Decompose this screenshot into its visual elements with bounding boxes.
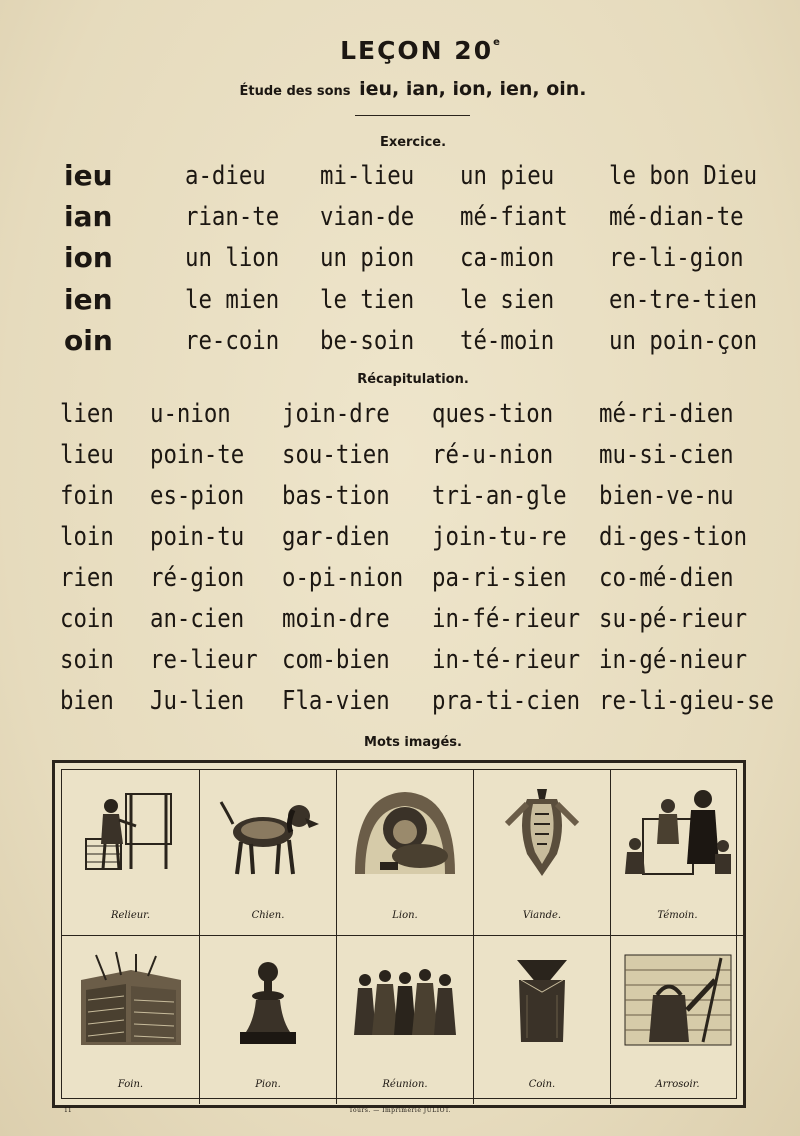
- mots-images-heading-text: Mots imagés.: [364, 735, 462, 750]
- word: tri-an-gle: [432, 481, 567, 511]
- word: in-gé-nieur: [599, 645, 748, 675]
- word: rian-te: [185, 202, 280, 232]
- picture-cell: [62, 770, 200, 936]
- word: ca-mion: [460, 243, 555, 273]
- picture-caption: Viande.: [522, 910, 562, 921]
- recap-row: [0, 602, 800, 644]
- word: poin-tu: [150, 522, 245, 552]
- word: com-bien: [282, 645, 390, 675]
- picture-cell: [474, 770, 611, 936]
- word: ques-tion: [432, 399, 554, 429]
- word: lieu: [60, 440, 114, 470]
- word: re-lieur: [150, 645, 258, 675]
- gathering-icon: [350, 950, 460, 1045]
- word: vian-de: [320, 202, 415, 232]
- word: o-pi-nion: [282, 563, 404, 593]
- exercice-row: [0, 283, 800, 325]
- word: en-tre-tien: [609, 285, 758, 315]
- word: rien: [60, 563, 114, 593]
- word: mé-ri-dien: [599, 399, 734, 429]
- lion-icon: [350, 784, 460, 879]
- picture-caption: Arrosoir.: [655, 1079, 700, 1090]
- word: join-tu-re: [432, 522, 567, 552]
- word: di-ges-tion: [599, 522, 748, 552]
- exercice-heading: Exercice.: [379, 135, 447, 150]
- subtitle-prefix: Étude des sons: [239, 84, 351, 99]
- picture-caption: Pion.: [255, 1079, 281, 1090]
- word: loin: [60, 522, 114, 552]
- picture-cell: [200, 936, 337, 1104]
- word: in-fé-rieur: [432, 604, 581, 634]
- lesson-title-text: LEÇON 20: [340, 36, 494, 65]
- word: es-pion: [150, 481, 245, 511]
- word: be-soin: [320, 326, 415, 356]
- picture-cell: [611, 936, 744, 1104]
- word: un lion: [185, 243, 280, 273]
- hay-icon: [76, 950, 186, 1050]
- recap-row: [0, 438, 800, 480]
- word: bas-tion: [282, 481, 390, 511]
- mots-images-heading: [0, 735, 800, 750]
- bookbinder-icon: [81, 784, 181, 874]
- picture-caption: Foin.: [117, 1079, 144, 1090]
- word: ré-u-nion: [432, 440, 554, 470]
- word: ré-gion: [150, 563, 245, 593]
- picture-caption: Chien.: [251, 910, 285, 921]
- picture-grid: [52, 760, 746, 1108]
- word: le mien: [185, 285, 280, 315]
- word: mé-dian-te: [609, 202, 744, 232]
- exercice-row: [0, 324, 800, 366]
- word: bien-ve-nu: [599, 481, 734, 511]
- word: mu-si-cien: [599, 440, 734, 470]
- word: bien: [60, 686, 114, 716]
- picture-cell: [200, 770, 337, 936]
- word: Fla-vien: [282, 686, 390, 716]
- picture-cell: [474, 936, 611, 1104]
- word: poin-te: [150, 440, 245, 470]
- word: an-cien: [150, 604, 245, 634]
- sound-label: ion: [64, 241, 113, 274]
- word: pra-ti-cien: [432, 686, 581, 716]
- sound-label: ieu: [64, 159, 113, 192]
- witness-icon: [623, 784, 733, 879]
- pawn-icon: [228, 950, 308, 1050]
- page-number: 11: [64, 1107, 72, 1114]
- wedge-icon: [507, 950, 577, 1050]
- word: co-mé-dien: [599, 563, 734, 593]
- word: té-moin: [460, 326, 555, 356]
- word: coin: [60, 604, 114, 634]
- watering-can-icon: [623, 950, 733, 1050]
- word: mi-lieu: [320, 161, 415, 191]
- picture-cell: [337, 936, 474, 1104]
- sound-label: ien: [64, 283, 113, 316]
- word: re-coin: [185, 326, 280, 356]
- picture-caption: Réunion.: [382, 1079, 428, 1090]
- exercice-row: [0, 159, 800, 201]
- word: mé-fiant: [460, 202, 568, 232]
- picture-grid-inner: [61, 769, 737, 1099]
- word: re-li-gion: [609, 243, 744, 273]
- exercice-row: [0, 200, 800, 242]
- sound-label: ian: [64, 200, 113, 233]
- sound-label: oin: [64, 324, 113, 357]
- word: un poin-çon: [609, 326, 758, 356]
- recap-row: [0, 520, 800, 562]
- word: le sien: [460, 285, 555, 315]
- word: foin: [60, 481, 114, 511]
- picture-cell: [62, 936, 200, 1104]
- picture-caption: Coin.: [528, 1079, 556, 1090]
- picture-cell: [611, 770, 744, 936]
- word: un pieu: [460, 161, 555, 191]
- picture-caption: Relieur.: [110, 910, 151, 921]
- lesson-title-suffix: e: [493, 37, 500, 48]
- ornamental-rule: [355, 115, 470, 116]
- lesson-subtitle: [0, 78, 800, 100]
- recap-row: [0, 479, 800, 521]
- word: Ju-lien: [150, 686, 245, 716]
- word: su-pé-rieur: [599, 604, 748, 634]
- word: le bon Dieu: [609, 161, 758, 191]
- word: sou-tien: [282, 440, 390, 470]
- picture-cell: [337, 770, 474, 936]
- recap-row: [0, 397, 800, 439]
- word: join-dre: [282, 399, 390, 429]
- recap-row: [0, 643, 800, 685]
- word: moin-dre: [282, 604, 390, 634]
- word: un pion: [320, 243, 415, 273]
- meat-icon: [497, 784, 587, 879]
- lesson-title: [0, 36, 800, 65]
- picture-caption: Témoin.: [657, 910, 698, 921]
- word: soin: [60, 645, 114, 675]
- word: a-dieu: [185, 161, 266, 191]
- word: le tien: [320, 285, 415, 315]
- imprint: Tours. — Imprimerie JULIOT.: [348, 1107, 452, 1114]
- subtitle-sounds: ieu, ian, ion, ien, oin.: [359, 78, 587, 100]
- word: in-té-rieur: [432, 645, 581, 675]
- recapitulation-heading: Récapitulation.: [357, 372, 469, 387]
- recap-row: [0, 684, 800, 726]
- dog-icon: [213, 784, 323, 879]
- recap-row: [0, 561, 800, 603]
- exercice-row: [0, 241, 800, 283]
- word: pa-ri-sien: [432, 563, 567, 593]
- word: lien: [60, 399, 114, 429]
- word: gar-dien: [282, 522, 390, 552]
- word: u-nion: [150, 399, 231, 429]
- picture-caption: Lion.: [392, 910, 418, 921]
- word: re-li-gieu-se: [599, 686, 775, 716]
